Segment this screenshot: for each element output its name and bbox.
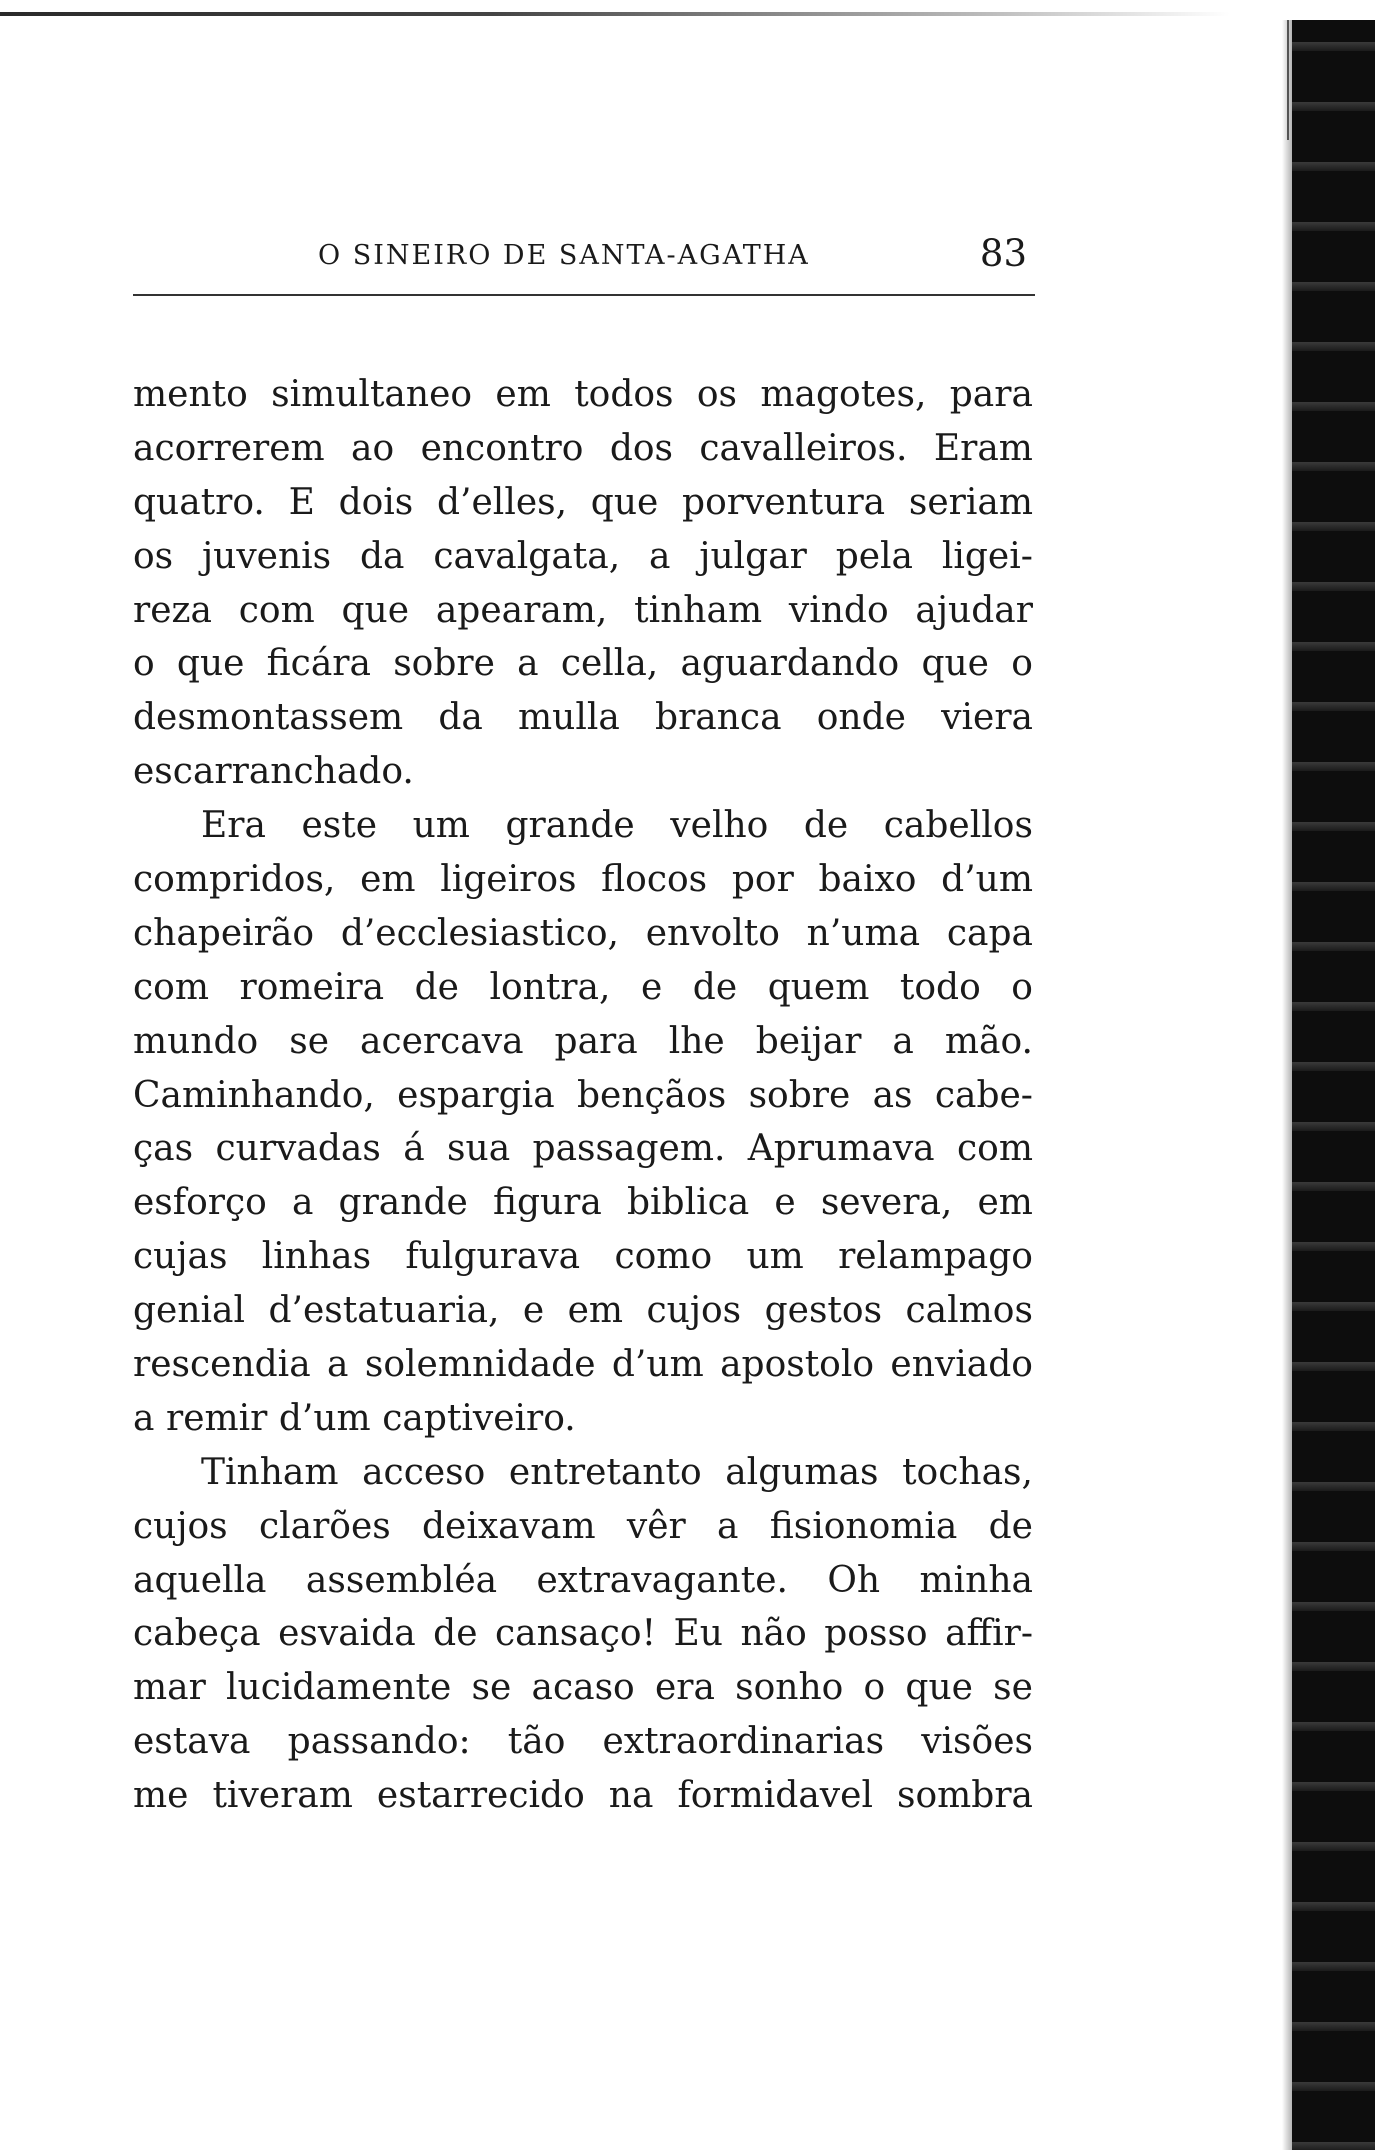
word: o — [1011, 643, 1033, 685]
word: d’um — [278, 1397, 371, 1439]
word: espargia — [397, 1074, 555, 1116]
text-line — [133, 1446, 1033, 1500]
word: d’um — [941, 859, 1033, 901]
word: de — [803, 805, 849, 847]
word: a — [716, 1505, 739, 1547]
word: que — [176, 643, 245, 685]
word: da — [359, 535, 405, 577]
word: o — [863, 1667, 886, 1709]
word: curvadas — [215, 1128, 381, 1170]
word: acceso — [362, 1451, 486, 1493]
text-line — [133, 691, 1033, 745]
word: desmontassem — [133, 697, 404, 739]
word: um — [412, 805, 470, 847]
word: minha — [919, 1559, 1033, 1601]
word: a — [892, 1020, 914, 1062]
text-line — [133, 1392, 1033, 1446]
word: lontra, — [489, 966, 611, 1008]
word: figura — [492, 1182, 602, 1224]
word: fisionomia — [769, 1505, 958, 1547]
word: extravagante. — [536, 1559, 788, 1601]
word: as — [872, 1074, 913, 1116]
word: grande — [505, 805, 635, 847]
word: com — [238, 589, 315, 631]
word: para — [554, 1020, 638, 1062]
text-line — [133, 1176, 1033, 1230]
word: de — [414, 966, 459, 1008]
text-line — [133, 1554, 1033, 1608]
paragraph — [133, 799, 1033, 1446]
word: acaso — [531, 1667, 635, 1709]
word: sombra — [896, 1775, 1033, 1817]
running-title: O SINEIRO DE SANTA-AGATHA — [318, 240, 810, 271]
word: Caminhando, — [133, 1074, 375, 1116]
word: Eram — [933, 427, 1033, 469]
word: cujos — [646, 1290, 742, 1332]
word: a — [517, 643, 539, 685]
word: que — [905, 1667, 973, 1709]
word: compridos, — [133, 859, 336, 901]
word: apearam, — [435, 589, 608, 631]
word: não — [740, 1613, 807, 1655]
word: seriam — [908, 481, 1033, 523]
word: d’estatuaria, — [268, 1290, 500, 1332]
word: mar — [133, 1667, 206, 1709]
word: simultaneo — [271, 374, 473, 415]
word: Era — [201, 805, 266, 847]
page-number: 83 — [979, 232, 1027, 275]
word: era — [654, 1667, 715, 1709]
text-line — [133, 1069, 1033, 1123]
word: de — [692, 966, 738, 1008]
header-rule — [133, 294, 1035, 296]
word: na — [608, 1775, 654, 1817]
paragraph — [133, 368, 1033, 799]
text-line — [133, 907, 1033, 961]
text-line — [133, 637, 1033, 691]
word: em — [567, 1290, 624, 1332]
word: ligeiros — [440, 859, 577, 901]
text-line — [133, 422, 1033, 476]
word: genial — [133, 1290, 246, 1332]
text-line — [133, 1500, 1033, 1554]
binding-line — [1287, 20, 1289, 140]
word: clarões — [258, 1505, 391, 1547]
word: todos — [574, 374, 674, 415]
word: ças — [133, 1128, 194, 1170]
word: beijar — [755, 1020, 862, 1062]
word: visões — [921, 1721, 1033, 1763]
word: á — [403, 1128, 425, 1170]
paragraph — [133, 1446, 1033, 1823]
word: estarrecido — [376, 1775, 585, 1817]
word: extraordinarias — [602, 1721, 885, 1763]
word: de — [988, 1505, 1033, 1547]
word: Eu — [673, 1613, 723, 1655]
word: se — [471, 1667, 512, 1709]
word: esvaida — [278, 1613, 416, 1655]
word: quatro. — [133, 481, 265, 523]
word: e — [774, 1182, 796, 1224]
text-line — [133, 1015, 1033, 1069]
word: a — [327, 1344, 349, 1386]
word: bençãos — [576, 1074, 727, 1116]
word: sua — [447, 1128, 511, 1170]
text-line — [133, 530, 1033, 584]
word: em — [360, 859, 416, 901]
word: velho — [670, 805, 769, 847]
word: encontro — [420, 427, 584, 469]
word: a — [133, 1397, 155, 1439]
word: grande — [338, 1182, 468, 1224]
word: com — [133, 966, 209, 1008]
word: fulgurava — [405, 1236, 581, 1278]
word: Oh — [827, 1559, 881, 1601]
word: capa — [946, 912, 1033, 954]
word: E — [288, 481, 315, 523]
word: todo — [899, 966, 981, 1008]
word: deixavam — [422, 1505, 596, 1547]
word: ajudar — [915, 589, 1033, 631]
word: envolto — [645, 912, 780, 954]
text-line — [133, 1230, 1033, 1284]
word: para — [949, 374, 1033, 415]
word: romeira — [239, 966, 385, 1008]
text-line — [133, 1715, 1033, 1769]
word: enviado — [890, 1344, 1033, 1386]
word: mulla — [518, 697, 620, 739]
word: acorrerem — [133, 427, 325, 469]
word: lhe — [668, 1020, 725, 1062]
page-text — [133, 368, 1033, 1823]
word: e — [640, 966, 663, 1008]
word: affir- — [945, 1613, 1033, 1655]
word: sobre — [748, 1074, 851, 1116]
word: se — [289, 1020, 329, 1062]
word: o — [1011, 966, 1033, 1008]
word: entretanto — [508, 1451, 702, 1493]
word: solemnidade — [364, 1344, 596, 1386]
word: juvenis — [201, 535, 332, 577]
word: branca — [655, 697, 782, 739]
word: magotes, — [760, 374, 927, 415]
text-line — [133, 799, 1033, 853]
word: acercava — [359, 1020, 524, 1062]
text-line — [133, 1769, 1033, 1823]
word: cabellos — [883, 805, 1033, 847]
word: a — [648, 535, 671, 577]
word: reza — [133, 589, 212, 631]
word: julgar — [699, 535, 807, 577]
text-line — [133, 745, 1033, 799]
word: quem — [767, 966, 870, 1008]
word: e — [522, 1290, 545, 1332]
word: passando: — [287, 1721, 471, 1763]
text-line — [133, 1284, 1033, 1338]
word: d’ecclesiastico, — [340, 912, 619, 954]
word: de — [433, 1613, 478, 1655]
word: me — [133, 1775, 189, 1817]
word: Tinham — [201, 1451, 339, 1493]
word: cabe- — [934, 1074, 1033, 1116]
word: por — [731, 859, 794, 901]
word: mento — [133, 374, 248, 415]
word: chapeirão — [133, 912, 315, 954]
word: em — [977, 1182, 1033, 1224]
word: como — [614, 1236, 713, 1278]
text-line — [133, 1338, 1033, 1392]
word: lucidamente — [226, 1667, 452, 1709]
word: biblica — [626, 1182, 750, 1224]
word: linhas — [261, 1236, 372, 1278]
text-line — [133, 1122, 1033, 1176]
text-line — [133, 1661, 1033, 1715]
word: apostolo — [720, 1344, 875, 1386]
word: calmos — [905, 1290, 1033, 1332]
word: em — [495, 374, 551, 415]
word: vêr — [626, 1505, 686, 1547]
word: passagem. — [532, 1128, 726, 1170]
word: posso — [824, 1613, 928, 1655]
top-edge-rule — [0, 12, 1230, 16]
word: com — [957, 1128, 1033, 1170]
word: porventura — [682, 481, 886, 523]
word: escarranchado. — [133, 751, 414, 793]
running-head — [133, 232, 1035, 292]
word: cujas — [133, 1236, 228, 1278]
text-line — [133, 584, 1033, 638]
word: n’uma — [806, 912, 921, 954]
text-line — [133, 961, 1033, 1015]
word: vindo — [788, 589, 889, 631]
word: o — [133, 643, 155, 685]
word: gestos — [764, 1290, 883, 1332]
word: ligei- — [941, 535, 1033, 577]
word: os — [696, 374, 738, 415]
word: sobre — [393, 643, 495, 685]
word: cavalleiros. — [699, 427, 908, 469]
word: ficára — [266, 643, 371, 685]
word: que — [921, 643, 989, 685]
word: tiveram — [212, 1775, 353, 1817]
word: ao — [351, 427, 395, 469]
word: da — [438, 697, 483, 739]
word: cella, — [560, 643, 659, 685]
word: d’elles, — [437, 481, 568, 523]
word: os — [133, 535, 174, 577]
word: algumas — [725, 1451, 879, 1493]
word: tinham — [634, 589, 763, 631]
word: dois — [338, 481, 414, 523]
word: formidavel — [677, 1775, 873, 1817]
word: rescendia — [133, 1344, 311, 1386]
text-line — [133, 1607, 1033, 1661]
word: que — [590, 481, 659, 523]
word: captiveiro. — [382, 1397, 576, 1439]
text-line — [133, 853, 1033, 907]
word: esforço — [133, 1182, 267, 1224]
word: pela — [835, 535, 914, 577]
word: tão — [507, 1721, 566, 1763]
word: se — [993, 1667, 1033, 1709]
word: severa, — [820, 1182, 953, 1224]
word: mão. — [944, 1020, 1033, 1062]
word: assembléa — [305, 1559, 498, 1601]
word: aguardando — [680, 643, 900, 685]
word: cabeça — [133, 1613, 261, 1655]
word: viera — [941, 697, 1033, 739]
word: este — [301, 805, 378, 847]
word: sonho — [735, 1667, 844, 1709]
word: baixo — [818, 859, 917, 901]
word: que — [341, 589, 410, 631]
text-line — [133, 476, 1033, 530]
word: Aprumava — [747, 1128, 935, 1170]
word: onde — [816, 697, 906, 739]
text-line — [133, 368, 1033, 422]
word: cujos — [133, 1505, 228, 1547]
word: a — [291, 1182, 314, 1224]
word: aquella — [133, 1559, 267, 1601]
word: relampago — [838, 1236, 1033, 1278]
book-binding-edge — [1292, 20, 1375, 2150]
word: mundo — [133, 1020, 259, 1062]
word: um — [746, 1236, 804, 1278]
word: tochas, — [902, 1451, 1033, 1493]
word: estava — [133, 1721, 251, 1763]
word: dos — [609, 427, 674, 469]
word: d’um — [611, 1344, 704, 1386]
word: cavalgata, — [433, 535, 621, 577]
word: flocos — [601, 859, 708, 901]
word: remir — [165, 1397, 268, 1439]
word: cansaço! — [494, 1613, 657, 1655]
